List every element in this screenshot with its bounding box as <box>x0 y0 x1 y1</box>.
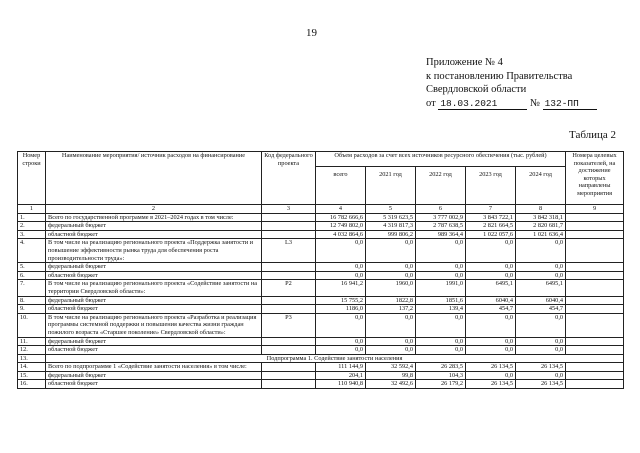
row-name: федеральный бюджет <box>46 371 262 380</box>
row-2021: 99,8 <box>366 371 416 380</box>
row-total: 0,0 <box>316 271 366 280</box>
row-2023: 26 134,5 <box>466 363 516 372</box>
row-2021: 0,0 <box>366 337 416 346</box>
row-total: 111 144,9 <box>316 363 366 372</box>
row-2022: 2 787 638,5 <box>416 222 466 231</box>
row-number: 4. <box>18 239 46 263</box>
row-2024: 0,0 <box>516 313 566 337</box>
row-targets <box>566 280 624 296</box>
row-2022: 3 777 002,9 <box>416 213 466 222</box>
row-project-code <box>262 263 316 272</box>
table-body <box>18 213 624 354</box>
row-project-code <box>262 271 316 280</box>
row-2023: 6495,1 <box>466 280 516 296</box>
row-2024: 1 021 636,4 <box>516 230 566 239</box>
header-2021: 2021 год <box>366 167 416 205</box>
row-2021: 32 592,4 <box>366 363 416 372</box>
row-2023: 0,0 <box>466 371 516 380</box>
row-2022: 0,0 <box>416 271 466 280</box>
row-name: областной бюджет <box>46 346 262 355</box>
row-2022: 139,4 <box>416 305 466 314</box>
row-project-code <box>262 337 316 346</box>
row-2023: 6040,4 <box>466 296 516 305</box>
row-total: 0,0 <box>316 313 366 337</box>
row-total: 16 782 666,6 <box>316 213 366 222</box>
row-name: федеральный бюджет <box>46 222 262 231</box>
row-2024: 0,0 <box>516 371 566 380</box>
header-2024: 2024 год <box>516 167 566 205</box>
row-2021: 32 492,6 <box>366 380 416 389</box>
row-targets <box>566 271 624 280</box>
expenditure-table <box>17 151 624 389</box>
row-number: 11. <box>18 337 46 346</box>
row-project-code: P2 <box>262 280 316 296</box>
row-2024: 2 820 681,7 <box>516 222 566 231</box>
row-name: В том числе на реализацию регионального проекта «Содействие занятости на территории Свердловской области»: <box>46 280 262 296</box>
row-targets <box>566 346 624 355</box>
table-row <box>18 371 624 380</box>
row-number: 7. <box>18 280 46 296</box>
row-project-code <box>262 296 316 305</box>
row-2021: 0,0 <box>366 239 416 263</box>
row-2023: 0,0 <box>466 313 516 337</box>
row-2023: 0,0 <box>466 271 516 280</box>
row-project-code <box>262 305 316 314</box>
section-row-no: 13. <box>18 354 46 363</box>
table-row <box>18 346 624 355</box>
row-number: 3. <box>18 230 46 239</box>
row-number: 14. <box>18 363 46 372</box>
row-project-code: L3 <box>262 239 316 263</box>
from-label: от <box>426 97 436 109</box>
row-name: В том числе на реализацию регионального проекта «Поддержка занятости и повышение эффективности рынка труда для обеспечения роста производительности труда»: <box>46 239 262 263</box>
page-number: 19 <box>306 27 317 39</box>
decree-number: 132-ПП <box>543 99 597 110</box>
row-2024: 454,7 <box>516 305 566 314</box>
row-2023: 1 022 057,6 <box>466 230 516 239</box>
row-name: федеральный бюджет <box>46 337 262 346</box>
row-2021: 137,2 <box>366 305 416 314</box>
row-2021: 0,0 <box>366 263 416 272</box>
section-body <box>18 354 624 363</box>
row-2021: 5 319 623,5 <box>366 213 416 222</box>
table-row <box>18 239 624 263</box>
row-name: Всего по государственной программе в 2021–2024 годах в том числе: <box>46 213 262 222</box>
row-project-code <box>262 346 316 355</box>
header-name: Наименование мероприятия/ источник расходов на финансирование <box>46 152 262 205</box>
row-2021: 4 319 817,3 <box>366 222 416 231</box>
row-name: областной бюджет <box>46 230 262 239</box>
row-2022: 26 179,2 <box>416 380 466 389</box>
table-row <box>18 263 624 272</box>
row-2022: 989 364,4 <box>416 230 466 239</box>
row-targets <box>566 371 624 380</box>
table-row <box>18 337 624 346</box>
header-targets: Номера целевых показателей, на достижение которых направлены мероприятия <box>566 152 624 205</box>
table-row <box>18 296 624 305</box>
row-total: 4 032 864,6 <box>316 230 366 239</box>
row-targets <box>566 213 624 222</box>
row-project-code <box>262 380 316 389</box>
row-name: федеральный бюджет <box>46 296 262 305</box>
row-targets <box>566 263 624 272</box>
row-targets <box>566 230 624 239</box>
row-2024: 26 134,5 <box>516 363 566 372</box>
appendix-block <box>426 56 597 110</box>
header-total: всего <box>316 167 366 205</box>
row-2024: 0,0 <box>516 271 566 280</box>
row-total: 204,1 <box>316 371 366 380</box>
col-number: 8 <box>516 205 566 214</box>
row-project-code: P3 <box>262 313 316 337</box>
table-row <box>18 380 624 389</box>
row-2023: 0,0 <box>466 346 516 355</box>
row-2023: 0,0 <box>466 337 516 346</box>
row-2024: 3 842 318,1 <box>516 213 566 222</box>
row-2023: 0,0 <box>466 239 516 263</box>
row-name: областной бюджет <box>46 380 262 389</box>
row-2023: 26 134,5 <box>466 380 516 389</box>
table-row <box>18 230 624 239</box>
row-2024: 0,0 <box>516 337 566 346</box>
row-number: 2. <box>18 222 46 231</box>
row-targets <box>566 380 624 389</box>
table-row <box>18 213 624 222</box>
col-number: 7 <box>466 205 516 214</box>
row-2021: 1960,0 <box>366 280 416 296</box>
col-number: 1 <box>18 205 46 214</box>
row-project-code <box>262 371 316 380</box>
row-targets <box>566 296 624 305</box>
header-2022: 2022 год <box>416 167 466 205</box>
row-total: 15 755,2 <box>316 296 366 305</box>
row-2022: 1851,6 <box>416 296 466 305</box>
appendix-line-4 <box>426 97 597 111</box>
row-total: 0,0 <box>316 239 366 263</box>
row-2023: 454,7 <box>466 305 516 314</box>
col-number: 6 <box>416 205 466 214</box>
row-2022: 0,0 <box>416 346 466 355</box>
row-targets <box>566 363 624 372</box>
header-project-code: Код федерального проекта <box>262 152 316 205</box>
row-2022: 0,0 <box>416 263 466 272</box>
row-number: 8. <box>18 296 46 305</box>
row-targets <box>566 313 624 337</box>
row-number: 10. <box>18 313 46 337</box>
row-targets <box>566 239 624 263</box>
row-2024: 0,0 <box>516 239 566 263</box>
table-body-2 <box>18 363 624 389</box>
row-2022: 26 283,5 <box>416 363 466 372</box>
row-2024: 0,0 <box>516 263 566 272</box>
row-2022: 0,0 <box>416 239 466 263</box>
col-number: 5 <box>366 205 416 214</box>
row-2024: 0,0 <box>516 346 566 355</box>
row-name: областной бюджет <box>46 305 262 314</box>
row-2022: 0,0 <box>416 337 466 346</box>
row-name: Всего по подпрограмме 1 «Содействие занятости населения» в том числе: <box>46 363 262 372</box>
row-2024: 6040,4 <box>516 296 566 305</box>
row-total: 0,0 <box>316 263 366 272</box>
appendix-line-3: Свердловской области <box>426 84 527 95</box>
row-2021: 0,0 <box>366 313 416 337</box>
row-total: 0,0 <box>316 337 366 346</box>
row-number: 6. <box>18 271 46 280</box>
column-number-row <box>18 205 624 214</box>
header-volume: Объем расходов за счет всех источников ресурсного обеспечения (тыс. рублей) <box>316 152 566 167</box>
col-number: 3 <box>262 205 316 214</box>
row-number: 9. <box>18 305 46 314</box>
col-number: 4 <box>316 205 366 214</box>
decree-date: 18.03.2021 <box>438 99 527 110</box>
row-total: 0,0 <box>316 346 366 355</box>
row-2024: 6495,1 <box>516 280 566 296</box>
row-targets <box>566 222 624 231</box>
section-title: Подпрограмма 1. Содействие занятости населения <box>46 354 624 363</box>
row-project-code <box>262 213 316 222</box>
table-row <box>18 280 624 296</box>
row-name: федеральный бюджет <box>46 263 262 272</box>
table-row <box>18 363 624 372</box>
table-row <box>18 305 624 314</box>
row-2021: 1822,8 <box>366 296 416 305</box>
row-2022: 0,0 <box>416 313 466 337</box>
row-2023: 3 843 722,1 <box>466 213 516 222</box>
row-total: 12 749 802,0 <box>316 222 366 231</box>
table-row <box>18 271 624 280</box>
row-number: 5. <box>18 263 46 272</box>
row-total: 110 940,8 <box>316 380 366 389</box>
col-number: 2 <box>46 205 262 214</box>
appendix-line-2: к постановлению Правительства <box>426 70 573 82</box>
row-number: 12. <box>18 346 46 355</box>
row-number: 15. <box>18 371 46 380</box>
row-number: 1. <box>18 213 46 222</box>
row-2023: 0,0 <box>466 263 516 272</box>
row-2023: 2 821 664,5 <box>466 222 516 231</box>
appendix-line-1: Приложение № 4 <box>426 57 503 68</box>
header-2023: 2023 год <box>466 167 516 205</box>
row-2024: 26 134,5 <box>516 380 566 389</box>
row-name: областной бюджет <box>46 271 262 280</box>
row-targets <box>566 305 624 314</box>
row-2022: 1991,0 <box>416 280 466 296</box>
row-project-code <box>262 222 316 231</box>
row-name: В том числе на реализацию регионального проекта «Разработка и реализация программы системной поддержки и повышения качества жизни граждан пожилого возраста «Старшее поколение» Свердловской области»: <box>46 313 262 337</box>
table-row <box>18 313 624 337</box>
row-2022: 104,3 <box>416 371 466 380</box>
row-total: 16 941,2 <box>316 280 366 296</box>
row-2021: 0,0 <box>366 271 416 280</box>
row-2021: 999 806,2 <box>366 230 416 239</box>
row-total: 1186,0 <box>316 305 366 314</box>
col-number: 9 <box>566 205 624 214</box>
row-2021: 0,0 <box>366 346 416 355</box>
table-label: Таблица 2 <box>569 129 617 141</box>
row-project-code <box>262 230 316 239</box>
row-project-code <box>262 363 316 372</box>
row-targets <box>566 337 624 346</box>
table-row <box>18 222 624 231</box>
number-label: № <box>529 97 540 109</box>
row-number: 16. <box>18 380 46 389</box>
section-row <box>18 354 624 363</box>
header-row-no: Номер строки <box>18 152 46 205</box>
